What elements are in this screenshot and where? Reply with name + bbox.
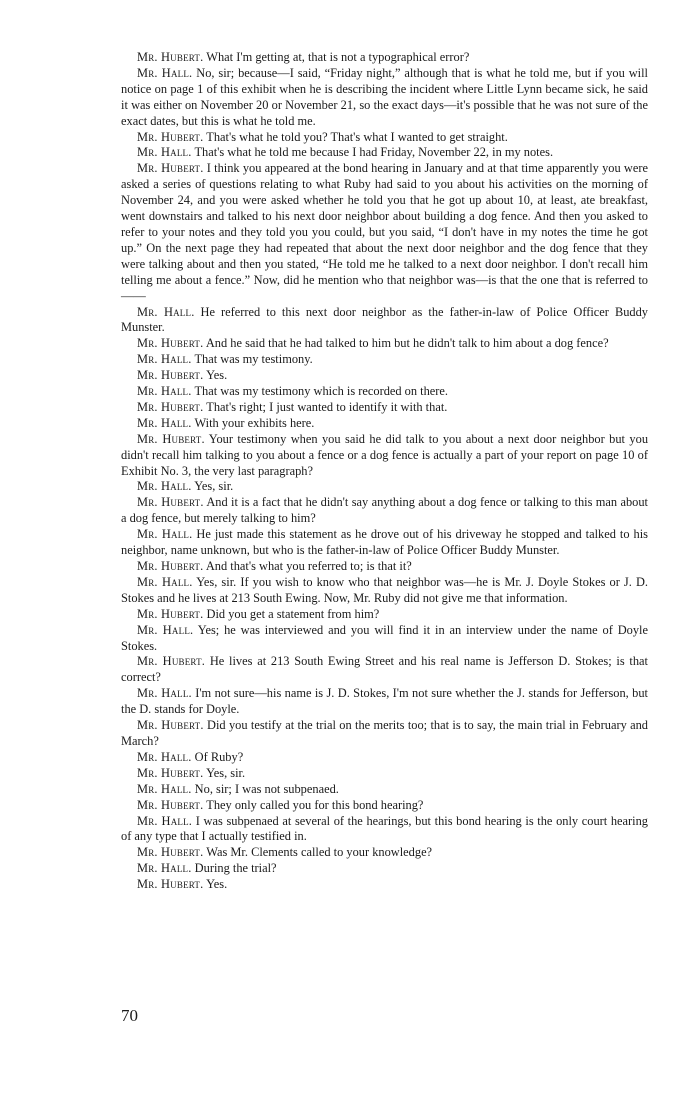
speech-text: I think you appeared at the bond hearing in January and at that time apparently you were asked a series of questions relating to what Ruby had said to you about his activities on the morning of November 24, and you were asked whether he told you that he got up about 10, at least, ate breakfast, went downstairs and talked to his next door neighbor about building a dog fence. And then you asked to refer to your notes and they told you you could, but you said, “I don't have in my notes the time he got up.” On the next page they had repeated that about the next door neighbor and the dog fence that they were talking about and then you stated, “He told me he talked to a next door neighbor. I don't recall him telling me about a fence.” Now, did he mention who that neighbor was—is that the one that is referred to—— xyxy=(121,161,648,303)
speaker-name: Mr. Hubert. xyxy=(137,495,204,510)
speaker-name: Mr. Hubert. xyxy=(137,129,204,144)
speaker-name: Mr. Hall. xyxy=(137,813,193,828)
speech-text: They only called you for this bond hearing? xyxy=(206,797,424,812)
speaker-name: Mr. Hall. xyxy=(137,686,192,701)
transcript-paragraph xyxy=(121,50,648,66)
transcript-paragraph xyxy=(121,623,648,655)
speech-text: That was my testimony. xyxy=(194,352,313,367)
speaker-name: Mr. Hall. xyxy=(137,622,194,637)
speaker-name: Mr. Hubert. xyxy=(137,559,204,573)
transcript-paragraph xyxy=(121,432,648,480)
transcript-paragraph xyxy=(121,766,648,782)
transcript-paragraph xyxy=(121,352,648,368)
speaker-name: Mr. Hall. xyxy=(137,749,192,764)
speech-text: That's what he told me because I had Friday, November 22, in my notes. xyxy=(194,145,554,160)
speaker-name: Mr. Hall. xyxy=(137,145,192,160)
page-number: 70 xyxy=(121,1006,138,1025)
transcript-paragraph xyxy=(121,384,648,400)
speech-text: During the trial? xyxy=(194,861,277,876)
speaker-name: Mr. Hall. xyxy=(137,781,192,796)
speaker-name: Mr. Hubert. xyxy=(137,50,204,64)
transcript-paragraph xyxy=(121,654,648,686)
speaker-name: Mr. Hubert. xyxy=(137,336,204,351)
speaker-name: Mr. Hubert. xyxy=(137,765,204,780)
speech-text: Of Ruby? xyxy=(194,749,244,764)
speech-text: That was my testimony which is recorded on there. xyxy=(194,384,449,399)
speech-text: Yes, sir. If you wish to know who that neighbor was—he is Mr. J. Doyle Stokes or J. D. Stokes and he lives at 213 South Ewing. Now, Mr. Ruby did not give me that information. xyxy=(121,574,648,605)
speech-text: I was subpenaed at several of the hearings, but this bond hearing is the only court hearing of any type that I actually testified in. xyxy=(121,813,649,844)
transcript-paragraph xyxy=(121,877,648,893)
transcript-paragraph xyxy=(121,479,648,495)
speaker-name: Mr. Hubert. xyxy=(137,877,204,892)
transcript-paragraph xyxy=(121,161,648,304)
speech-text: No, sir; I was not subpenaed. xyxy=(194,781,339,796)
speaker-name: Mr. Hall. xyxy=(137,527,193,542)
speech-text: And that's what you referred to; is that it? xyxy=(205,559,412,573)
speaker-name: Mr. Hall. xyxy=(137,479,192,494)
speech-text: No, sir; because—I said, “Friday night,” although that is what he told me, but if you will notice on page 1 of this exhibit when he is describing the incident where Little Lynn became sick, he said it was either on November 20 or November 21, so the exact days—it's possible that he was not sure of the exact dates, but this is what he told me. xyxy=(121,65,648,128)
speaker-name: Mr. Hubert. xyxy=(137,368,204,383)
transcript-paragraph xyxy=(121,575,648,607)
transcript-paragraph xyxy=(121,130,648,146)
transcript-paragraph xyxy=(121,845,648,861)
speech-text: And he said that he had talked to him but he didn't talk to him about a dog fence? xyxy=(205,336,609,351)
speaker-name: Mr. Hubert. xyxy=(137,431,205,446)
transcript-paragraph xyxy=(121,686,648,718)
speaker-name: Mr. Hubert. xyxy=(137,161,204,176)
speech-text: Yes, sir. xyxy=(206,765,246,780)
transcript-body xyxy=(121,50,648,893)
speaker-name: Mr. Hubert. xyxy=(137,654,206,669)
speech-text: Yes. xyxy=(206,877,228,892)
speech-text: Yes. xyxy=(206,368,228,383)
speaker-name: Mr. Hall. xyxy=(137,861,192,876)
speaker-name: Mr. Hubert. xyxy=(137,606,204,621)
transcript-paragraph xyxy=(121,527,648,559)
speech-text: I'm not sure—his name is J. D. Stokes, I'm not sure whether the J. stands for Jefferson, but the D. stands for Doyle. xyxy=(121,686,648,717)
speaker-name: Mr. Hubert. xyxy=(137,845,204,860)
transcript-paragraph xyxy=(121,145,648,161)
speech-text: That's what he told you? That's what I wanted to get straight. xyxy=(206,129,508,144)
transcript-paragraph xyxy=(121,559,648,575)
speaker-name: Mr. Hall. xyxy=(137,65,193,80)
transcript-paragraph xyxy=(121,798,648,814)
transcript-paragraph xyxy=(121,718,648,750)
speech-text: That's right; I just wanted to identify it with that. xyxy=(206,399,448,414)
speaker-name: Mr. Hall. xyxy=(137,384,192,399)
transcript-paragraph xyxy=(121,607,648,623)
speech-text: What I'm getting at, that is not a typographical error? xyxy=(206,50,470,64)
speaker-name: Mr. Hubert. xyxy=(137,399,204,414)
speaker-name: Mr. Hall. xyxy=(137,415,192,430)
speech-text: Did you get a statement from him? xyxy=(206,606,380,621)
speech-text: With your exhibits here. xyxy=(194,415,315,430)
speaker-name: Mr. Hubert. xyxy=(137,718,204,733)
transcript-paragraph xyxy=(121,750,648,766)
speech-text: And it is a fact that he didn't say anything about a dog fence or talking to this man about a dog fence, but merely talking to him? xyxy=(121,495,649,526)
transcript-paragraph xyxy=(121,782,648,798)
speech-text: Did you testify at the trial on the merits too; that is to say, the main trial in February and March? xyxy=(121,718,648,748)
speech-text: He just made this statement as he drove out of his driveway he stopped and talked to his neighbor, name unknown, but who is the father-in-law of Police Officer Buddy Munster. xyxy=(121,527,648,558)
speaker-name: Mr. Hubert. xyxy=(137,797,204,812)
speech-text: Yes; he was interviewed and you will find it in an interview under the name of Doyle Stokes. xyxy=(121,622,648,653)
transcript-paragraph xyxy=(121,66,648,130)
transcript-paragraph xyxy=(121,495,648,527)
speaker-name: Mr. Hall. xyxy=(137,304,195,319)
transcript-paragraph xyxy=(121,861,648,877)
transcript-paragraph xyxy=(121,416,648,432)
transcript-paragraph xyxy=(121,400,648,416)
speaker-name: Mr. Hall. xyxy=(137,352,192,367)
transcript-paragraph xyxy=(121,336,648,352)
transcript-paragraph xyxy=(121,305,648,337)
speech-text: Was Mr. Clements called to your knowledge? xyxy=(206,845,433,860)
speaker-name: Mr. Hall. xyxy=(137,574,193,589)
speech-text: He referred to this next door neighbor as the father-in-law of Police Officer Buddy Munster. xyxy=(121,304,649,335)
speech-text: He lives at 213 South Ewing Street and his real name is Jefferson D. Stokes; is that correct? xyxy=(121,654,648,685)
speech-text: Yes, sir. xyxy=(194,479,234,494)
speech-text: Your testimony when you said he did talk to you about a next door neighbor but you didn't recall him talking to you about a fence or a dog fence is actually a part of your report on page 10 of Exhibit No. 3, the very last paragraph? xyxy=(121,431,649,478)
transcript-paragraph xyxy=(121,368,648,384)
transcript-paragraph xyxy=(121,814,648,846)
